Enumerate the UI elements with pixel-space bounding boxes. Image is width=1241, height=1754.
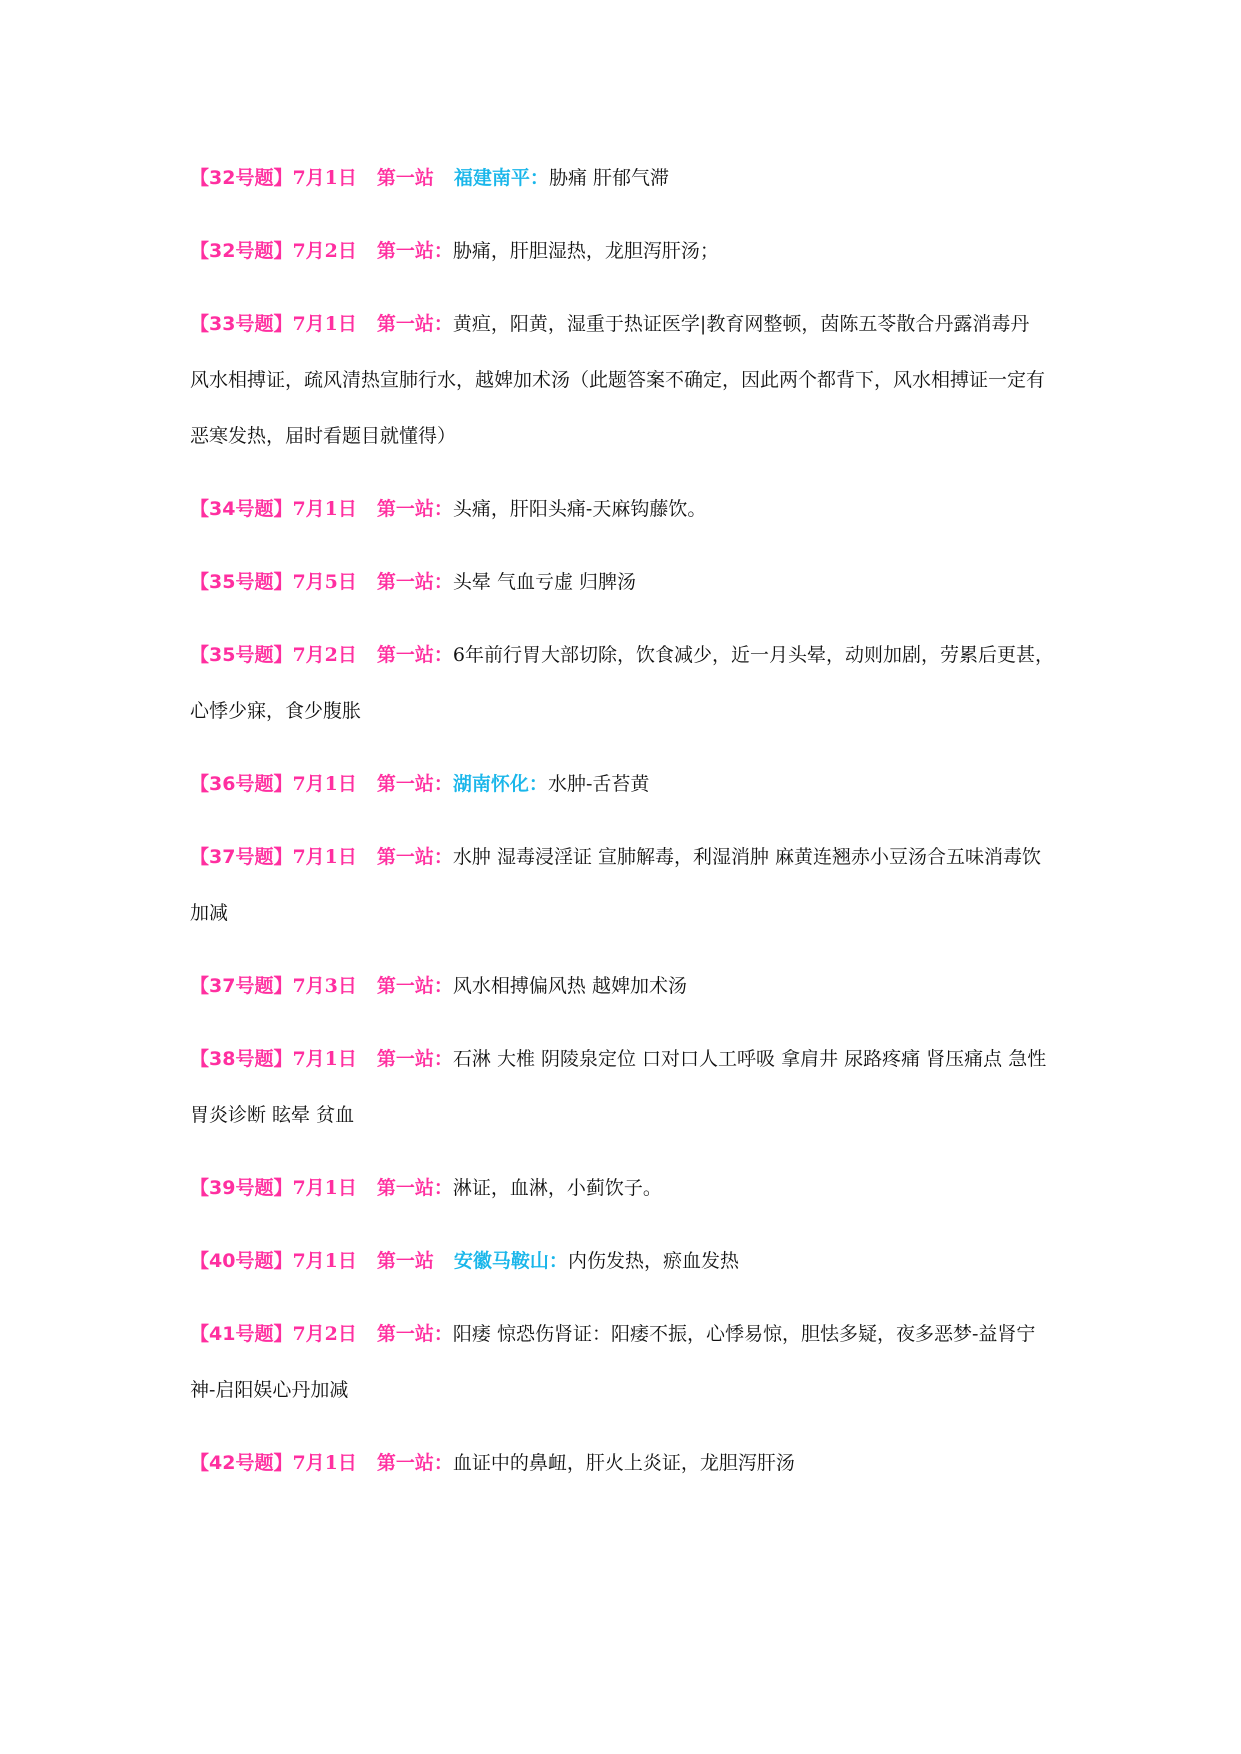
entry-station: 第一站： xyxy=(376,1452,453,1474)
entry-tag: 【34号题】 xyxy=(190,498,293,520)
document-body xyxy=(190,150,1060,1508)
entry-date: 7月5日 xyxy=(292,571,357,593)
entry-tag: 【35号题】 xyxy=(190,644,293,666)
entry-station: 第一站： xyxy=(376,1177,453,1199)
entry-text: 头晕 气血亏虚 归脾汤 xyxy=(452,571,637,593)
entry-text: 6年前行胃大部切除，饮食减少，近一月头晕，动则加剧，劳累后更甚，心悸少寐，食少腹胀 xyxy=(190,644,1055,722)
entry-date: 7月1日 xyxy=(292,313,357,335)
entry-text: 石淋 大椎 阴陵泉定位 口对口人工呼吸 拿肩井 尿路疼痛 肾压痛点 急性胃炎诊断 眩晕 贫血 xyxy=(190,1048,1047,1126)
entry-tag: 【35号题】 xyxy=(190,571,293,593)
entry-date: 7月2日 xyxy=(292,644,357,666)
list-item xyxy=(190,756,1060,812)
list-item xyxy=(190,627,1060,739)
entry-text: 胁痛 肝郁气滞 xyxy=(548,167,669,189)
entry-date: 7月1日 xyxy=(292,773,357,795)
entry-text: 黄疸，阳黄，湿重于热证医学|教育网整顿，茵陈五苓散合丹露消毒丹 风水相搏证，疏风清热宣肺行水，越婢加术汤（此题答案不确定，因此两个都背下，风水相搏证一定有恶寒发热，届时看题目就懂得） xyxy=(190,313,1049,447)
entry-tag: 【32号题】 xyxy=(190,240,293,262)
list-item xyxy=(190,1031,1060,1143)
entry-date: 7月2日 xyxy=(292,240,357,262)
entry-text: 风水相搏偏风热 越婢加术汤 xyxy=(452,975,687,997)
list-item xyxy=(190,1233,1060,1289)
entry-tag: 【42号题】 xyxy=(190,1452,293,1474)
entry-date: 7月3日 xyxy=(292,975,357,997)
list-item xyxy=(190,554,1060,610)
entry-text: 阳痿 惊恐伤肾证：阳痿不振，心悸易惊，胆怯多疑，夜多恶梦-益肾宁神-启阳娱心丹加减 xyxy=(190,1323,1036,1401)
entry-text: 水肿-舌苔黄 xyxy=(547,773,650,795)
entry-station: 第一站： xyxy=(376,846,453,868)
list-item xyxy=(190,1435,1060,1491)
entry-text: 头痛，肝阳头痛-天麻钩藤饮。 xyxy=(452,498,707,520)
entry-tag: 【37号题】 xyxy=(190,846,293,868)
entry-date: 7月1日 xyxy=(292,1250,357,1272)
entry-text: 内伤发热，瘀血发热 xyxy=(567,1250,739,1272)
entry-station: 第一站： xyxy=(376,1323,453,1345)
entry-tag: 【32号题】 xyxy=(190,167,293,189)
entry-station: 第一站： xyxy=(376,644,453,666)
entry-tag: 【41号题】 xyxy=(190,1323,293,1345)
list-item xyxy=(190,150,1060,206)
entry-date: 7月1日 xyxy=(292,1452,357,1474)
entry-place: 福建南平： xyxy=(453,167,549,189)
entry-text: 淋证，血淋，小蓟饮子。 xyxy=(452,1177,662,1199)
entry-text: 血证中的鼻衄，肝火上炎证，龙胆泻肝汤 xyxy=(452,1452,795,1474)
entry-date: 7月1日 xyxy=(292,1177,357,1199)
entry-date: 7月1日 xyxy=(292,498,357,520)
entry-station: 第一站： xyxy=(376,773,453,795)
entry-station: 第一站： xyxy=(376,240,453,262)
list-item xyxy=(190,223,1060,279)
entry-tag: 【38号题】 xyxy=(190,1048,293,1070)
list-item xyxy=(190,481,1060,537)
entry-tag: 【33号题】 xyxy=(190,313,293,335)
entry-station: 第一站： xyxy=(376,313,453,335)
entry-station: 第一站 xyxy=(376,1250,434,1272)
entry-station: 第一站： xyxy=(376,498,453,520)
entry-place: 安徽马鞍山： xyxy=(453,1250,568,1272)
entry-station: 第一站： xyxy=(376,571,453,593)
list-item xyxy=(190,958,1060,1014)
entry-station: 第一站： xyxy=(376,1048,453,1070)
entry-tag: 【39号题】 xyxy=(190,1177,293,1199)
entry-date: 7月1日 xyxy=(292,167,357,189)
entry-tag: 【36号题】 xyxy=(190,773,293,795)
entry-date: 7月2日 xyxy=(292,1323,357,1345)
entry-date: 7月1日 xyxy=(292,846,357,868)
list-item xyxy=(190,296,1060,464)
list-item xyxy=(190,829,1060,941)
entry-tag: 【40号题】 xyxy=(190,1250,293,1272)
entry-tag: 【37号题】 xyxy=(190,975,293,997)
entry-text: 胁痛，肝胆湿热，龙胆泻肝汤； xyxy=(452,240,719,262)
entry-date: 7月1日 xyxy=(292,1048,357,1070)
entry-text: 水肿 湿毒浸淫证 宣肺解毒，利湿消肿 麻黄连翘赤小豆汤合五味消毒饮加减 xyxy=(190,846,1042,924)
entry-station: 第一站： xyxy=(376,975,453,997)
entry-station: 第一站 xyxy=(376,167,434,189)
list-item xyxy=(190,1306,1060,1418)
entry-place: 湖南怀化： xyxy=(452,773,548,795)
list-item xyxy=(190,1160,1060,1216)
